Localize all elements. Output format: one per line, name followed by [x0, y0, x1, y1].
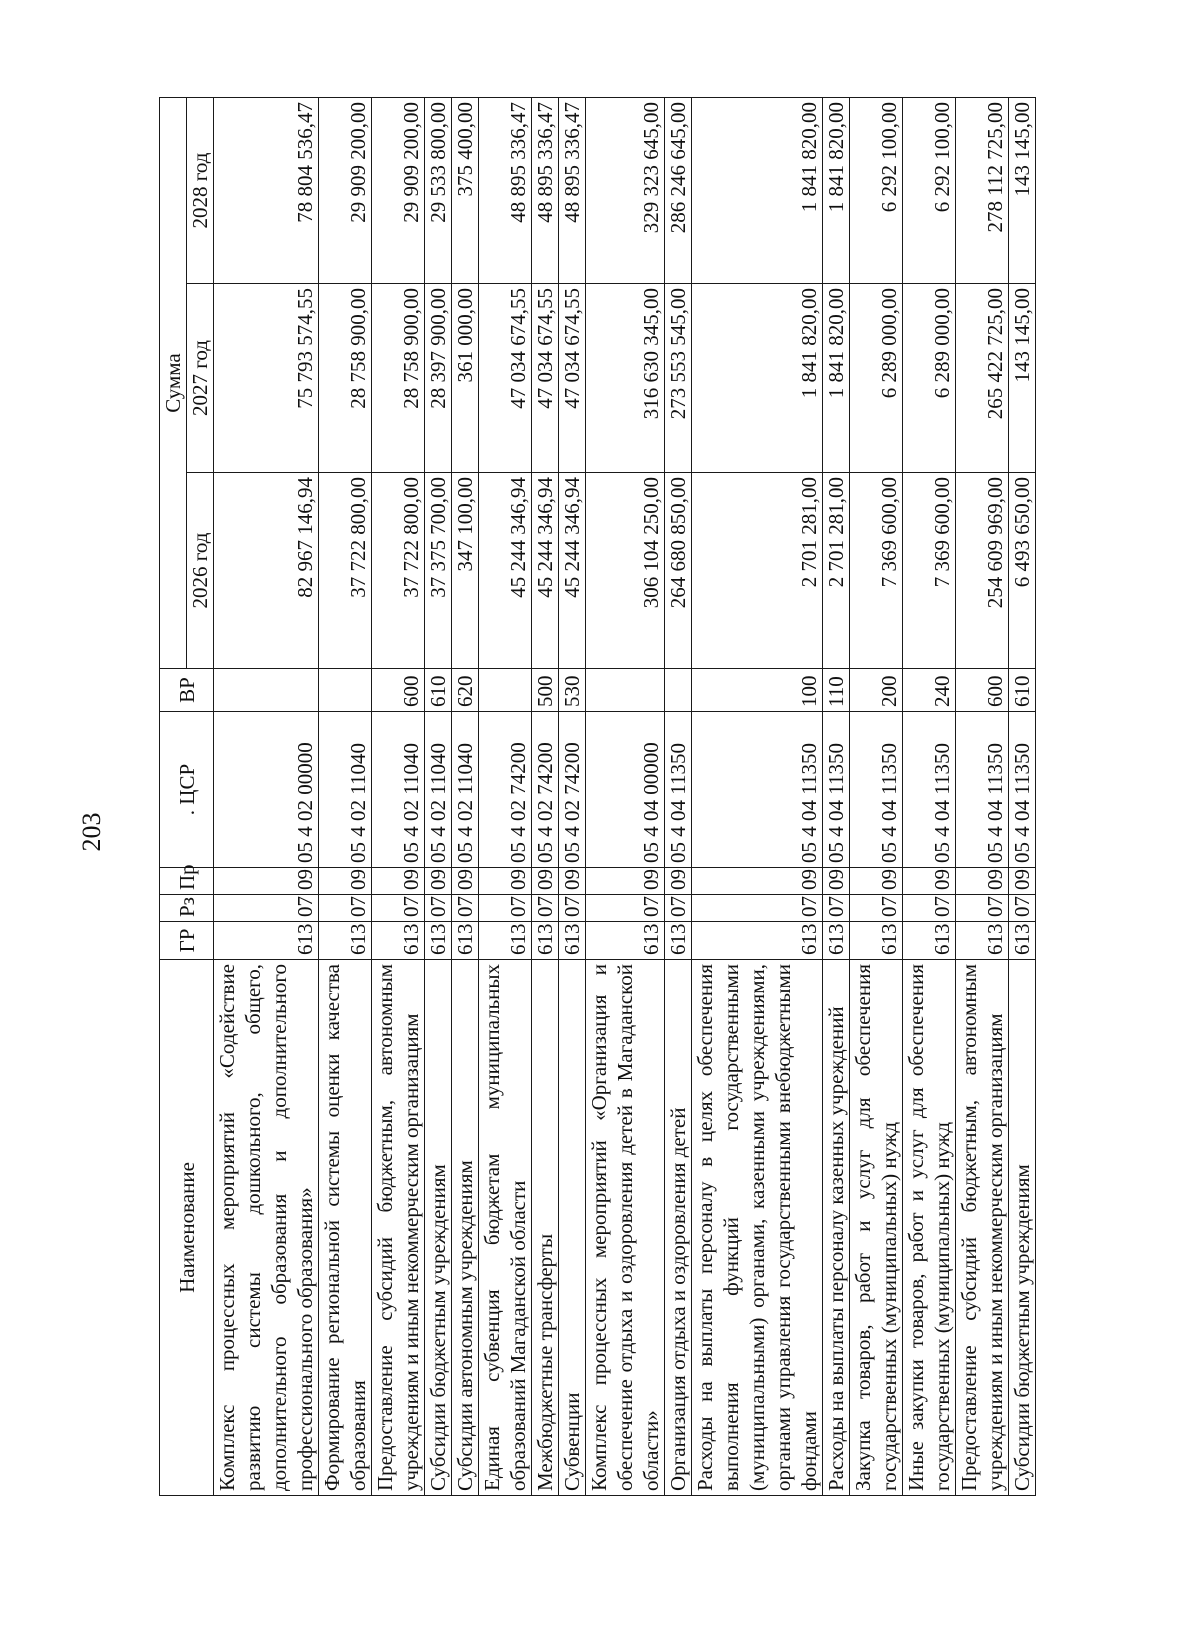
cell-2026: 2 701 281,00 [823, 473, 850, 669]
cell-vr [479, 669, 532, 712]
cell-name: Субсидии автономным учреждениям [452, 960, 479, 1496]
cell-rz: 07 [903, 895, 956, 922]
cell-2028: 29 533 800,00 [425, 97, 452, 283]
table-row [372, 97, 425, 1495]
cell-2027: 1 841 820,00 [823, 284, 850, 473]
cell-2027: 1 841 820,00 [692, 284, 823, 473]
cell-pr: 09 [559, 868, 586, 895]
cell-2028: 278 112 725,00 [956, 97, 1009, 283]
cell-csr: 05 4 02 74200 [532, 712, 559, 868]
table-row [665, 97, 692, 1495]
cell-csr: 05 4 04 11350 [903, 712, 956, 868]
cell-name: Закупка товаров, работ и услуг для обеспечения государственных (муниципальных) нужд [850, 960, 903, 1496]
cell-pr: 09 [319, 868, 372, 895]
cell-gr: 613 [665, 922, 692, 960]
table-row [823, 97, 850, 1495]
cell-vr: 530 [559, 669, 586, 712]
cell-vr: 600 [956, 669, 1009, 712]
table-row [692, 97, 823, 1495]
cell-2026: 7 369 600,00 [850, 473, 903, 669]
cell-2027: 75 793 574,55 [214, 284, 319, 473]
cell-gr: 613 [214, 922, 319, 960]
table-row [452, 97, 479, 1495]
cell-2026: 254 609 969,00 [956, 473, 1009, 669]
cell-rz: 07 [479, 895, 532, 922]
cell-pr: 09 [586, 868, 665, 895]
cell-2026: 45 244 346,94 [479, 473, 532, 669]
cell-csr: 05 4 02 74200 [479, 712, 532, 868]
table-row [956, 97, 1009, 1495]
cell-gr: 613 [319, 922, 372, 960]
cell-2027: 28 758 900,00 [372, 284, 425, 473]
cell-gr: 613 [850, 922, 903, 960]
cell-rz: 07 [452, 895, 479, 922]
cell-name: Субвенции [559, 960, 586, 1496]
cell-csr: 05 4 02 11040 [372, 712, 425, 868]
cell-name: Субсидии бюджетным учреждениям [425, 960, 452, 1496]
cell-2026: 306 104 250,00 [586, 473, 665, 669]
header-gr: ГР [160, 922, 214, 960]
cell-2027: 28 397 900,00 [425, 284, 452, 473]
cell-name: Иные закупки товаров, работ и услуг для обеспечения государственных (муниципальных) нужд [903, 960, 956, 1496]
cell-2027: 47 034 674,55 [559, 284, 586, 473]
cell-csr: 05 4 04 11350 [1009, 712, 1036, 868]
cell-2028: 286 246 645,00 [665, 97, 692, 283]
cell-2028: 48 895 336,47 [479, 97, 532, 283]
cell-rz: 07 [532, 895, 559, 922]
cell-2027: 273 553 545,00 [665, 284, 692, 473]
cell-vr: 620 [452, 669, 479, 712]
header-sum: Сумма [160, 97, 187, 668]
cell-csr: 05 4 04 11350 [692, 712, 823, 868]
cell-rz: 07 [319, 895, 372, 922]
cell-2027: 265 422 725,00 [956, 284, 1009, 473]
table-row [425, 97, 452, 1495]
header-name: Наименование [160, 960, 214, 1496]
cell-gr: 613 [479, 922, 532, 960]
page-number: 203 [77, 812, 106, 852]
cell-2026: 82 967 146,94 [214, 473, 319, 669]
cell-gr: 613 [532, 922, 559, 960]
cell-gr: 613 [586, 922, 665, 960]
cell-gr: 613 [425, 922, 452, 960]
cell-rz: 07 [665, 895, 692, 922]
cell-rz: 07 [850, 895, 903, 922]
cell-vr: 610 [425, 669, 452, 712]
cell-2026: 45 244 346,94 [559, 473, 586, 669]
header-csr: . ЦСР [160, 712, 214, 868]
cell-2028: 29 909 200,00 [319, 97, 372, 283]
table-row [586, 97, 665, 1495]
cell-csr: 05 4 04 00000 [586, 712, 665, 868]
cell-2028: 1 841 820,00 [823, 97, 850, 283]
cell-2026: 37 375 700,00 [425, 473, 452, 669]
cell-2028: 29 909 200,00 [372, 97, 425, 283]
cell-2028: 6 292 100,00 [850, 97, 903, 283]
cell-csr: 05 4 04 11350 [823, 712, 850, 868]
cell-pr: 09 [372, 868, 425, 895]
cell-pr: 09 [956, 868, 1009, 895]
cell-name: Комплекс процессных мероприятий «Содействие развитию системы дошкольного, общего, дополнительного образования и дополнительного профессионального образования» [214, 960, 319, 1496]
cell-vr [665, 669, 692, 712]
cell-pr: 09 [823, 868, 850, 895]
cell-pr: 09 [425, 868, 452, 895]
cell-2026: 6 493 650,00 [1009, 473, 1036, 669]
cell-2026: 37 722 800,00 [319, 473, 372, 669]
cell-2028: 1 841 820,00 [692, 97, 823, 283]
cell-csr: 05 4 02 00000 [214, 712, 319, 868]
cell-csr: 05 4 02 11040 [319, 712, 372, 868]
cell-2027: 361 000,00 [452, 284, 479, 473]
cell-name: Формирование региональной системы оценки качества образования [319, 960, 372, 1496]
cell-vr: 500 [532, 669, 559, 712]
cell-pr: 09 [692, 868, 823, 895]
cell-vr: 600 [372, 669, 425, 712]
cell-2026: 37 722 800,00 [372, 473, 425, 669]
header-pr: Пр [160, 868, 214, 895]
cell-csr: 05 4 02 11040 [425, 712, 452, 868]
cell-2028: 48 895 336,47 [559, 97, 586, 283]
cell-rz: 07 [559, 895, 586, 922]
cell-gr: 613 [1009, 922, 1036, 960]
cell-vr: 100 [692, 669, 823, 712]
cell-gr: 613 [956, 922, 1009, 960]
cell-name: Расходы на выплаты персоналу в целях обеспечения выполнения функций государственными (муниципальными) органами, казенными учреждениями, органами управления государственными внебюджетными фондами [692, 960, 823, 1496]
table-row [479, 97, 532, 1495]
table-row [214, 97, 319, 1495]
table-row [1009, 97, 1036, 1495]
cell-pr: 09 [214, 868, 319, 895]
cell-vr [319, 669, 372, 712]
cell-rz: 07 [372, 895, 425, 922]
cell-2028: 329 323 645,00 [586, 97, 665, 283]
cell-2028: 143 145,00 [1009, 97, 1036, 283]
cell-pr: 09 [903, 868, 956, 895]
cell-pr: 09 [452, 868, 479, 895]
cell-rz: 07 [425, 895, 452, 922]
table-row [319, 97, 372, 1495]
header-2028: 2028 год [187, 97, 214, 283]
cell-2027: 28 758 900,00 [319, 284, 372, 473]
cell-vr [214, 669, 319, 712]
cell-csr: 05 4 04 11350 [665, 712, 692, 868]
cell-name: Расходы на выплаты персоналу казенных учреждений [823, 960, 850, 1496]
header-vr: ВР [160, 669, 214, 712]
cell-pr: 09 [479, 868, 532, 895]
cell-rz: 07 [956, 895, 1009, 922]
cell-2027: 47 034 674,55 [479, 284, 532, 473]
cell-name: Предоставление субсидий бюджетным, автономным учреждениям и иным некоммерческим организациям [956, 960, 1009, 1496]
cell-gr: 613 [823, 922, 850, 960]
cell-gr: 613 [452, 922, 479, 960]
cell-2026: 45 244 346,94 [532, 473, 559, 669]
cell-2028: 375 400,00 [452, 97, 479, 283]
cell-vr: 110 [823, 669, 850, 712]
cell-csr: 05 4 04 11350 [956, 712, 1009, 868]
cell-pr: 09 [1009, 868, 1036, 895]
cell-rz: 07 [692, 895, 823, 922]
cell-csr: 05 4 02 74200 [559, 712, 586, 868]
table-row [903, 97, 956, 1495]
cell-gr: 613 [559, 922, 586, 960]
rotated-table-frame [159, 98, 1095, 1496]
header-2026: 2026 год [187, 473, 214, 669]
cell-2027: 47 034 674,55 [532, 284, 559, 473]
cell-2027: 143 145,00 [1009, 284, 1036, 473]
cell-name: Межбюджетные трансферты [532, 960, 559, 1496]
cell-csr: 05 4 02 11040 [452, 712, 479, 868]
cell-2027: 6 289 000,00 [903, 284, 956, 473]
table-body [214, 97, 1036, 1495]
cell-vr: 240 [903, 669, 956, 712]
cell-2026: 264 680 850,00 [665, 473, 692, 669]
cell-name: Единая субвенция бюджетам муниципальных образований Магаданской области [479, 960, 532, 1496]
cell-2026: 2 701 281,00 [692, 473, 823, 669]
header-rz: Рз [160, 895, 214, 922]
cell-2028: 6 292 100,00 [903, 97, 956, 283]
cell-name: Предоставление субсидий бюджетным, автономным учреждениям и иным некоммерческим организациям [372, 960, 425, 1496]
cell-2028: 48 895 336,47 [532, 97, 559, 283]
cell-name: Комплекс процессных мероприятий «Организация и обеспечение отдыха и оздоровления детей в Магаданской области» [586, 960, 665, 1496]
cell-vr: 200 [850, 669, 903, 712]
cell-vr: 610 [1009, 669, 1036, 712]
budget-table [159, 97, 1036, 1496]
cell-name: Субсидии бюджетным учреждениям [1009, 960, 1036, 1496]
cell-2027: 316 630 345,00 [586, 284, 665, 473]
cell-2027: 6 289 000,00 [850, 284, 903, 473]
table-row [532, 97, 559, 1495]
cell-pr: 09 [665, 868, 692, 895]
table-row [850, 97, 903, 1495]
header-2027: 2027 год [187, 284, 214, 473]
cell-pr: 09 [532, 868, 559, 895]
cell-rz: 07 [823, 895, 850, 922]
cell-gr: 613 [903, 922, 956, 960]
cell-rz: 07 [1009, 895, 1036, 922]
cell-vr [586, 669, 665, 712]
cell-gr: 613 [372, 922, 425, 960]
cell-rz: 07 [586, 895, 665, 922]
cell-name: Организация отдыха и оздоровления детей [665, 960, 692, 1496]
cell-csr: 05 4 04 11350 [850, 712, 903, 868]
cell-rz: 07 [214, 895, 319, 922]
cell-2026: 7 369 600,00 [903, 473, 956, 669]
cell-2028: 78 804 536,47 [214, 97, 319, 283]
table-row [559, 97, 586, 1495]
cell-2026: 347 100,00 [452, 473, 479, 669]
cell-pr: 09 [850, 868, 903, 895]
cell-gr: 613 [692, 922, 823, 960]
